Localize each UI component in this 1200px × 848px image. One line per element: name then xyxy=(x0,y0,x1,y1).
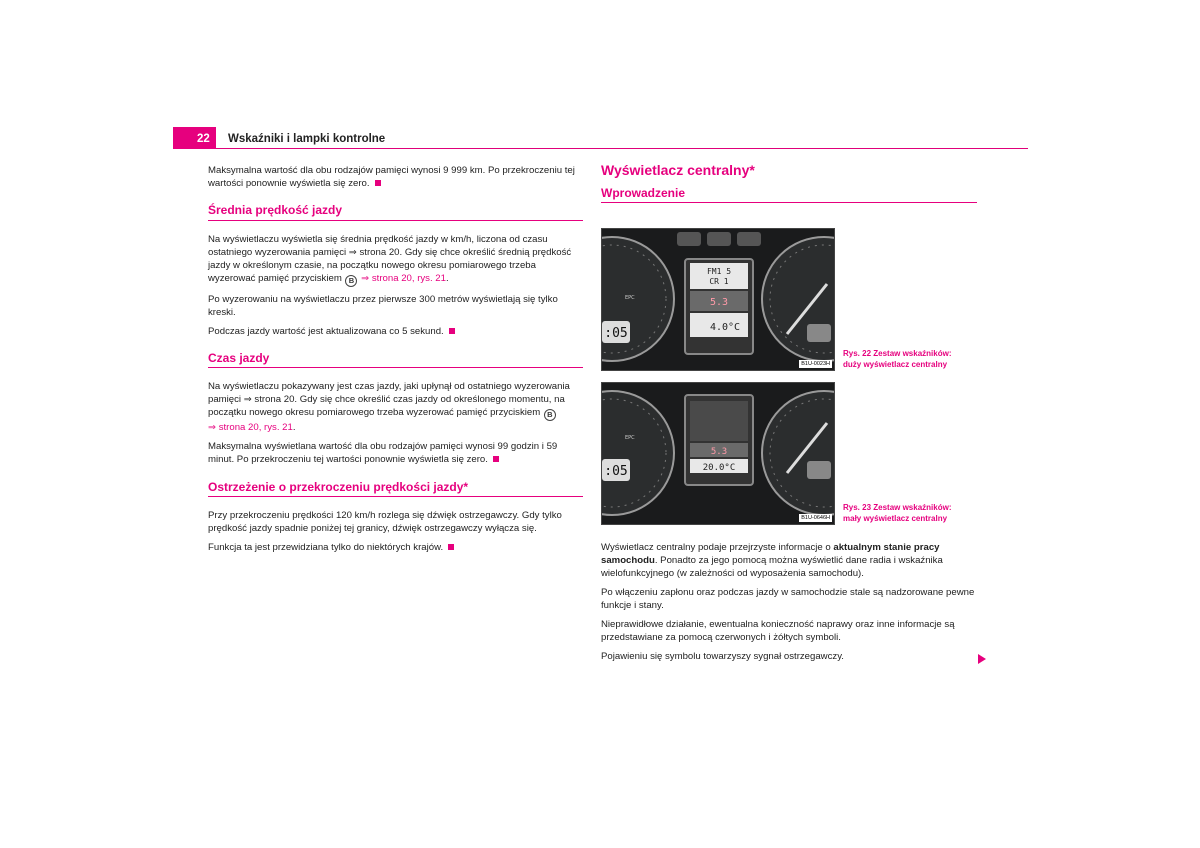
subheading-introduction: Wprowadzenie xyxy=(601,187,977,203)
figure-code: B1U-0646H xyxy=(801,515,830,521)
epc-label: EPC xyxy=(625,435,635,441)
paragraph: Po włączeniu zapłonu oraz podczas jazdy w samochodzie stale są nadzorowane pewne funkcje i stany. xyxy=(601,587,975,612)
right-column-body xyxy=(601,541,977,669)
figure-caption: Rys. 23 Zestaw wskaźników: mały wyświetlacz centralny xyxy=(843,503,952,523)
paragraph: Pojawieniu się symbolu towarzyszy sygnał ostrzegawczy. xyxy=(601,650,844,662)
instrument-cluster-large-display-figure xyxy=(601,228,835,371)
figure-caption: Rys. 22 Zestaw wskaźników: duży wyświetlacz centralny xyxy=(843,349,952,369)
page-reference-link[interactable]: ⇒ strona 20, rys. 21 xyxy=(361,273,446,285)
section-heading-speed-warning: Ostrzeżenie o przekroczeniu prędkości jazdy* xyxy=(208,481,583,497)
paragraph: Podczas jazdy wartość jest aktualizowana co 5 sekund. xyxy=(208,325,583,338)
display-cr-line: CR 1 xyxy=(709,277,729,286)
chapter-title: Wskaźniki i lampki kontrolne xyxy=(228,133,386,145)
end-of-section-icon xyxy=(375,180,381,186)
section-title-central-display: Wyświetlacz centralny* xyxy=(601,162,755,178)
end-of-section-icon xyxy=(493,456,499,462)
paragraph: Maksymalna wyświetlana wartość dla obu rodzajów pamięci wynosi 99 godzin i 59 minut. Po przekroczeniu tej wartości ponownie wyświetla się zero. xyxy=(208,441,558,466)
paragraph: Na wyświetlaczu pokazywany jest czas jazdy, jaki upłynął od ostatniego wyzerowania pamięci ⇒ strona 20. Gdy się chce określić czas jazdy od określonego momentu, na początku nowego okresu pomiarowego trzeba wyzerować pamięć przyciskiem B ⇒ strona 20, rys. 21. xyxy=(208,381,570,434)
paragraph: Na wyświetlaczu wyświetla się średnia prędkość jazdy w km/h, liczona od czasu ostatniego wyzerowania pamięci ⇒ strona 20. Gdy się chce określić średnią prędkość jazdy w określonym czasie, na początku nowego okresu pomiarowego trzeba wyzerować pamięć przyciskiem B ⇒ strona 20, rys. 21. xyxy=(208,233,572,286)
page-reference-link[interactable]: ⇒ strona 20, rys. 21 xyxy=(208,422,293,434)
end-of-section-icon xyxy=(448,544,454,550)
paragraph: Nieprawidłowe działanie, ewentualna konieczność naprawy oraz inne informacje są przedstawiane za pomocą czerwonych i żółtych symboli. xyxy=(601,619,955,644)
section-heading-average-speed: Średnia prędkość jazdy xyxy=(208,204,583,220)
display-consumption-value: 5.3 xyxy=(709,297,729,308)
display-temperature: 20.0°C xyxy=(702,463,736,473)
intro-paragraph: Maksymalna wartość dla obu rodzajów pamięci wynosi 9 999 km. Po przekroczeniu tej wartości ponownie wyświetla się zero. xyxy=(208,165,575,190)
page-header xyxy=(173,127,1028,149)
section-heading-driving-time: Czas jazdy xyxy=(208,352,583,368)
paragraph: Przy przekroczeniu prędkości 120 km/h rozlega się dźwięk ostrzegawczy. Gdy tylko prędkość jazdy spadnie poniżej tej granicy, dźwięk ostrzegawczy wyłącza się. xyxy=(208,509,562,534)
instrument-cluster-illustration xyxy=(602,229,835,371)
instrument-cluster-illustration xyxy=(602,383,835,525)
paragraph: Po wyzerowaniu na wyświetlaczu przez pierwsze 300 metrów wyświetlają się tylko kreski. xyxy=(208,293,558,318)
continue-arrow-icon xyxy=(978,654,986,664)
clock-readout: :05 xyxy=(604,326,628,341)
right-column xyxy=(601,164,977,219)
epc-label: EPC xyxy=(625,295,635,301)
button-b-icon: B xyxy=(345,275,357,287)
end-of-section-icon xyxy=(449,328,455,334)
paragraph: Wyświetlacz centralny podaje przejrzyste informacje o aktualnym stanie pracy samochodu. Ponadto za jego pomocą można wyświetlić dane radia i wskaźnika wielofunkcyjnego (w zależności od wyposażenia samochodu). xyxy=(601,542,943,580)
page-number: 22 xyxy=(173,127,216,149)
clock-readout: :05 xyxy=(604,464,628,479)
display-consumption-value: 5.3 xyxy=(710,447,728,457)
display-temperature: 4.0°C xyxy=(709,322,741,333)
button-b-icon: B xyxy=(544,409,556,421)
display-radio-line: FM1 5 xyxy=(706,267,732,276)
paragraph: Funkcja ta jest przewidziana tylko do niektórych krajów. xyxy=(208,541,583,554)
figure-code: B1U-0023H xyxy=(801,361,830,367)
instrument-cluster-small-display-figure xyxy=(601,382,835,525)
left-column xyxy=(208,164,583,559)
